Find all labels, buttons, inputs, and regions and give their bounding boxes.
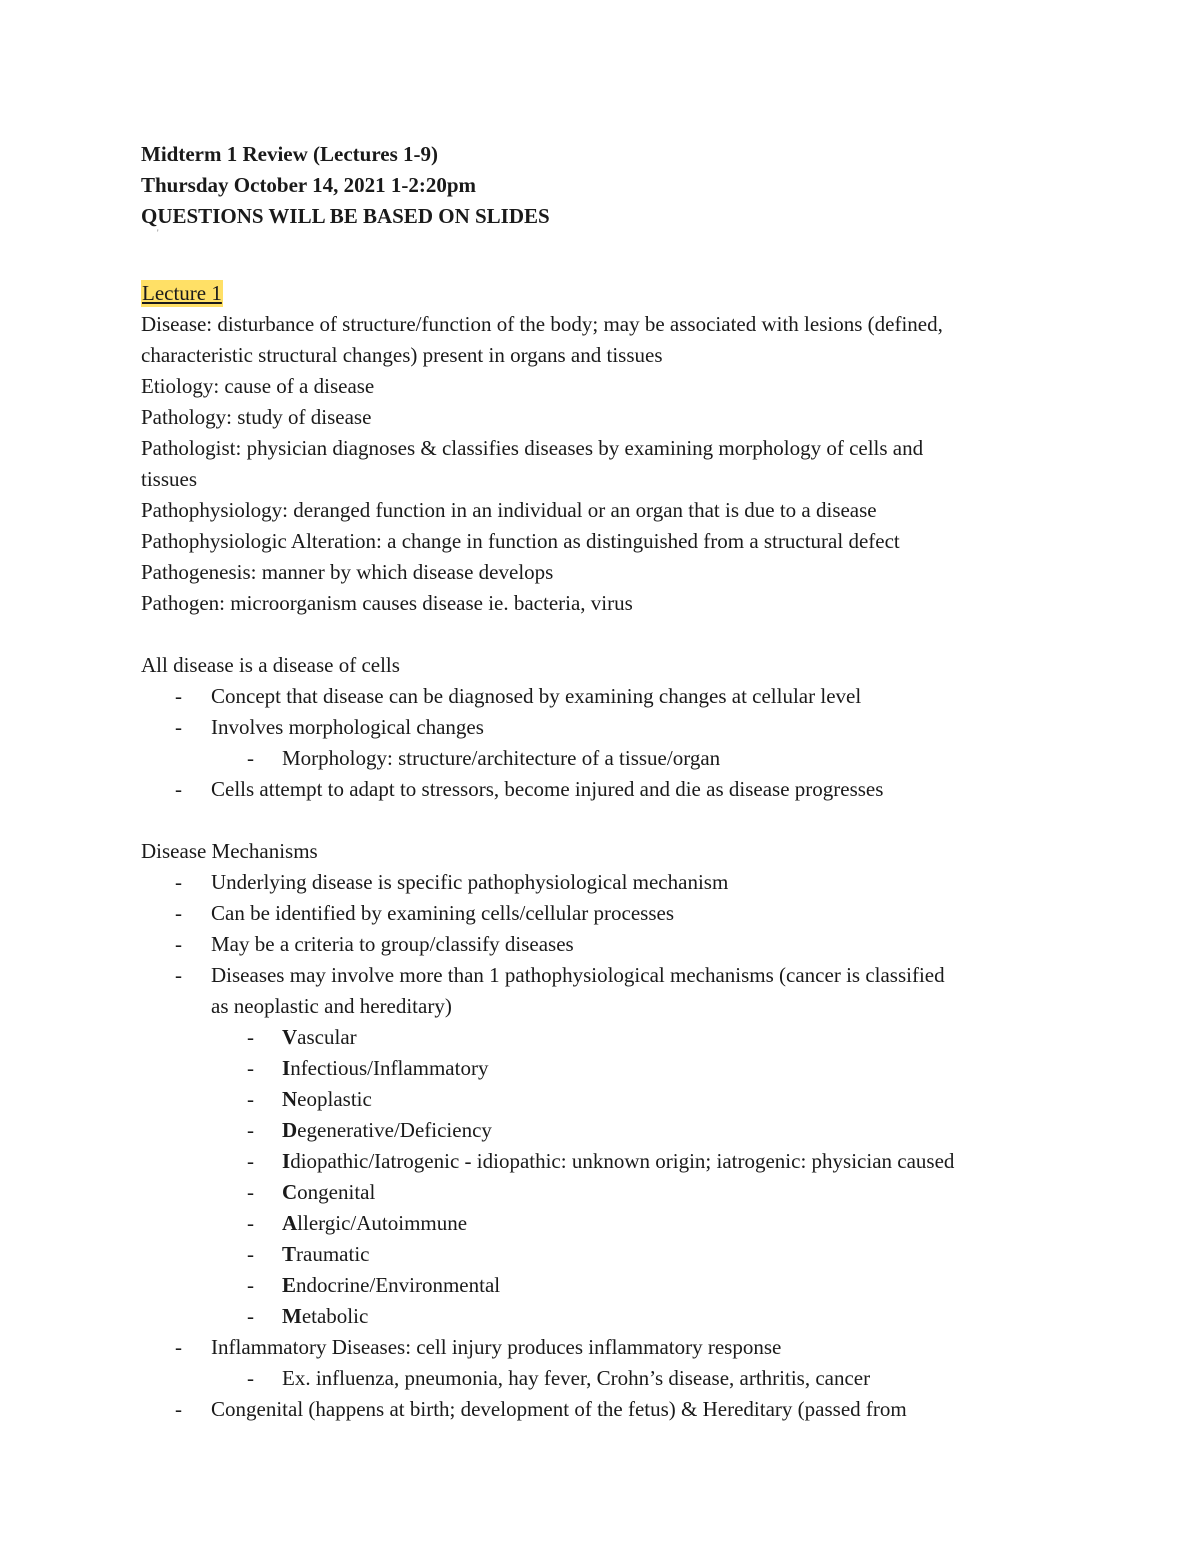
bullet-dash: - xyxy=(175,901,182,925)
definition-line: characteristic structural changes) present in organs and tissues xyxy=(141,343,663,367)
bullet-dash: - xyxy=(175,932,182,956)
bullet-item xyxy=(141,774,1081,805)
definition-line: Pathogenesis: manner by which disease develops xyxy=(141,560,554,584)
definition-line: Pathogen: microorganism causes disease ie. bacteria, virus xyxy=(141,591,633,615)
definition-line: Disease: disturbance of structure/function of the body; may be associated with lesions (defined, xyxy=(141,312,943,336)
mnemonic-item xyxy=(141,1208,1081,1239)
spacer xyxy=(141,247,1081,278)
bullet-item xyxy=(141,898,1081,929)
mnemonic-item xyxy=(141,1239,1081,1270)
definition-line: tissues xyxy=(141,467,198,491)
mnemonic-text: ascular xyxy=(297,1025,357,1049)
tick-mark-row xyxy=(141,228,1081,247)
definition-line: Pathologist: physician diagnoses & classifies diseases by examining morphology of cells and xyxy=(141,436,924,460)
bullet-dash: - xyxy=(175,1335,182,1359)
bullet-text: Involves morphological changes xyxy=(211,715,484,739)
bullet-text: Underlying disease is specific pathophysiological mechanism xyxy=(211,870,729,894)
bullet-item xyxy=(141,867,1081,898)
bullet-dash: - xyxy=(175,1397,182,1421)
document-body xyxy=(141,139,1081,1425)
bullet-dash: - xyxy=(247,1366,254,1390)
bullet-dash: - xyxy=(247,1056,254,1080)
bullet-dash: - xyxy=(247,1180,254,1204)
lecture-heading-row xyxy=(141,278,1081,309)
spacer xyxy=(141,805,1081,836)
bullet-dash: - xyxy=(247,1118,254,1142)
bullet-dash: - xyxy=(175,963,182,987)
spacer xyxy=(141,619,1081,650)
sub-bullet-item xyxy=(141,1363,1081,1394)
mnemonic-initial: N xyxy=(282,1087,298,1111)
bullet-text: Diseases may involve more than 1 pathophysiological mechanisms (cancer is classified xyxy=(211,963,945,987)
bullet-item xyxy=(141,929,1081,960)
bullet-text: as neoplastic and hereditary) xyxy=(211,994,452,1018)
mnemonic-initial: D xyxy=(282,1118,298,1142)
bullet-dash: - xyxy=(247,1242,254,1266)
bullet-text: Ex. influenza, pneumonia, hay fever, Crohn’s disease, arthritis, cancer xyxy=(282,1366,871,1390)
bullet-dash: - xyxy=(175,715,182,739)
mnemonic-text: ongenital xyxy=(297,1180,376,1204)
tick-mark: ' xyxy=(157,228,159,238)
mnemonic-initial: I xyxy=(282,1056,291,1080)
section-title-cells: All disease is a disease of cells xyxy=(141,653,400,677)
definition-line: Pathology: study of disease xyxy=(141,405,372,429)
mnemonic-text: ndocrine/Environmental xyxy=(296,1273,501,1297)
bullet-item xyxy=(141,681,1081,712)
sub-bullet-item xyxy=(141,743,1081,774)
bullet-item xyxy=(141,1332,1081,1363)
bullet-text: Inflammatory Diseases: cell injury produces inflammatory response xyxy=(211,1335,782,1359)
mnemonic-text: raumatic xyxy=(296,1242,370,1266)
bullet-text: Can be identified by examining cells/cellular processes xyxy=(211,901,675,925)
mnemonic-initial: V xyxy=(282,1025,298,1049)
bullet-item xyxy=(141,1394,1081,1425)
exam-note: QUESTIONS WILL BE BASED ON SLIDES xyxy=(141,204,550,228)
mnemonic-initial: A xyxy=(282,1211,298,1235)
mnemonic-text: nfectious/Inflammatory xyxy=(290,1056,489,1080)
bullet-text: Cells attempt to adapt to stressors, become injured and die as disease progresses xyxy=(211,777,884,801)
bullet-text: Morphology: structure/architecture of a tissue/organ xyxy=(282,746,721,770)
mnemonic-text: diopathic/Iatrogenic - idiopathic: unknown origin; iatrogenic: physician caused xyxy=(290,1149,955,1173)
mnemonic-initial: E xyxy=(282,1273,297,1297)
mnemonic-item xyxy=(141,1115,1081,1146)
definition-line: Pathophysiology: deranged function in an individual or an organ that is due to a disease xyxy=(141,498,877,522)
bullet-dash: - xyxy=(247,1025,254,1049)
exam-date: Thursday October 14, 2021 1-2:20pm xyxy=(141,173,477,197)
lecture-1-heading: Lecture 1 xyxy=(142,281,222,305)
definition-line: Pathophysiologic Alteration: a change in function as distinguished from a structural defect xyxy=(141,529,900,553)
document-title: Midterm 1 Review (Lectures 1-9) xyxy=(141,142,439,166)
mnemonic-item xyxy=(141,1177,1081,1208)
mnemonic-item xyxy=(141,1270,1081,1301)
bullet-item xyxy=(141,712,1081,743)
mnemonic-initial: T xyxy=(282,1242,297,1266)
section-title-mechanisms: Disease Mechanisms xyxy=(141,839,318,863)
bullet-item xyxy=(141,960,1081,991)
mnemonic-item xyxy=(141,1301,1081,1332)
mnemonic-item xyxy=(141,1146,1081,1177)
bullet-text: May be a criteria to group/classify diseases xyxy=(211,932,574,956)
bullet-dash: - xyxy=(247,746,254,770)
bullet-continuation xyxy=(141,991,1081,1022)
mnemonic-text: eoplastic xyxy=(297,1087,372,1111)
mnemonic-text: egenerative/Deficiency xyxy=(297,1118,492,1142)
bullet-dash: - xyxy=(175,684,182,708)
definition-line: Etiology: cause of a disease xyxy=(141,374,375,398)
bullet-text: Congenital (happens at birth; development of the fetus) & Hereditary (passed from xyxy=(211,1397,907,1421)
mnemonic-item xyxy=(141,1084,1081,1115)
mnemonic-initial: M xyxy=(282,1304,302,1328)
bullet-dash: - xyxy=(247,1149,254,1173)
bullet-dash: - xyxy=(247,1304,254,1328)
bullet-dash: - xyxy=(247,1211,254,1235)
mnemonic-initial: I xyxy=(282,1149,291,1173)
mnemonic-text: etabolic xyxy=(301,1304,369,1328)
bullet-dash: - xyxy=(247,1273,254,1297)
mnemonic-item xyxy=(141,1022,1081,1053)
mnemonic-text: llergic/Autoimmune xyxy=(297,1211,468,1235)
mnemonic-item xyxy=(141,1053,1081,1084)
mnemonic-initial: C xyxy=(282,1180,298,1204)
bullet-dash: - xyxy=(175,777,182,801)
bullet-text: Concept that disease can be diagnosed by examining changes at cellular level xyxy=(211,684,862,708)
bullet-dash: - xyxy=(175,870,182,894)
bullet-dash: - xyxy=(247,1087,254,1111)
